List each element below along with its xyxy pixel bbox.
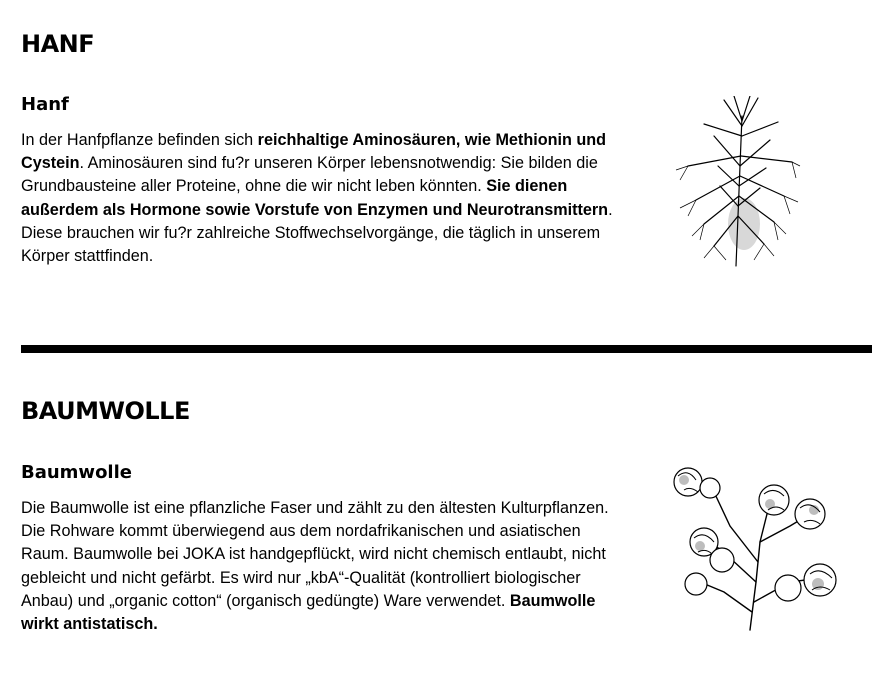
section-title-baumwolle: BAUMWOLLE [21,397,190,425]
section-divider [21,345,872,353]
text-run: In der Hanfpflanze befinden sich [21,131,258,149]
cotton-plant-icon [660,462,840,632]
text-run-bold: reichhaltige Aminosäuren, wie Methionin und Cystein [21,131,607,173]
text-run: Die Baumwolle ist eine pflanzliche Faser und zählt zu den ältesten Kulturpflanzen. Die Rohware kommt überwiegend aus dem nordafrikanischen und asiatischen Raum. Baumwolle bei JOKA ist handgepflückt, wird nicht chemisch entlaubt, nicht gebleicht und nicht gefärbt. Es wird nur „kbA“-Qualität (kontrolliert biologischer Anbau) und „organic cotton“ (organisch gedüngte) Ware verwendet. [21,499,609,610]
text-run-bold: Baumwolle wirkt antistatisch. [21,591,596,634]
sub-title-baumwolle: Baumwolle [21,462,132,483]
sub-title-hanf: Hanf [21,94,69,115]
paragraph-baumwolle [21,497,621,636]
paragraph-hanf [21,129,621,268]
section-title-hanf: HANF [21,30,95,58]
baumwolle-section [21,397,873,634]
text-run: . Aminosäuren sind fu?r unseren Körper lebensnotwendig: Sie bilden die Grundbausteine aller Proteine, ohne die wir nicht leben könnten. [21,154,598,196]
text-run: . Diese brauchen wir fu?r zahlreiche Stoffwechselvorgänge, die täglich in unserem Körper stattfinden. [21,200,613,266]
text-run-bold: Sie dienen außerdem als Hormone sowie Vorstufe von Enzymen und Neurotransmittern [21,177,609,219]
hemp-plant-icon [674,96,802,268]
hanf-section [21,30,873,266]
